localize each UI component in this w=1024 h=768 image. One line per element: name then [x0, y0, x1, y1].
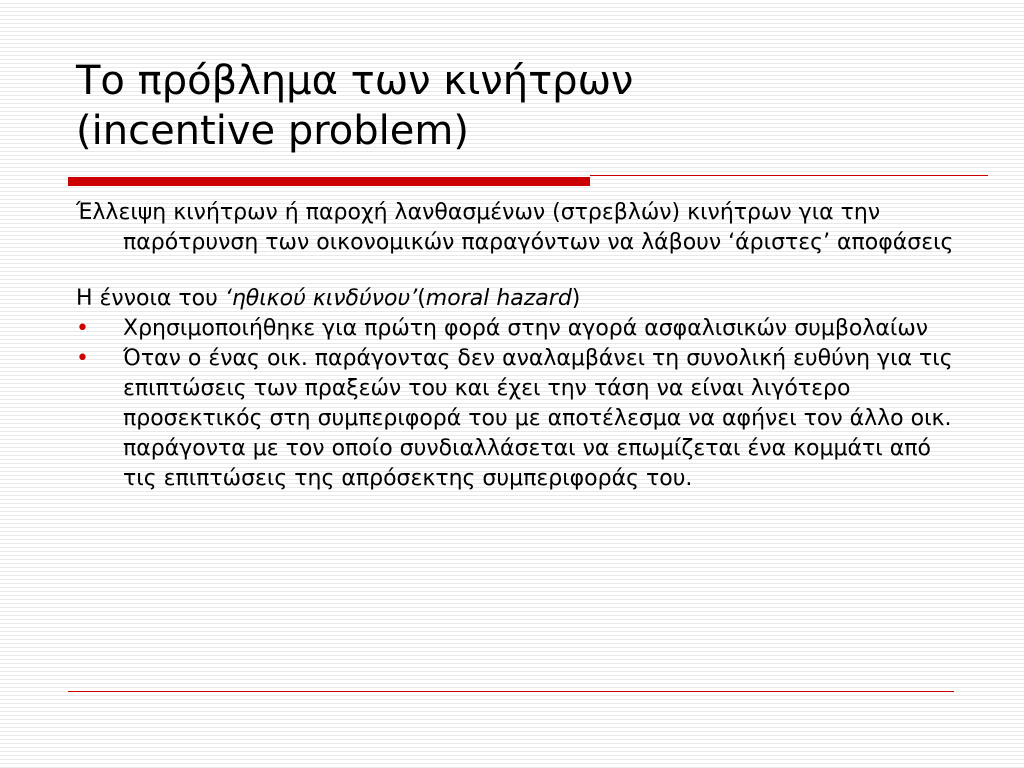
slide-title-line-1: Το πρόβλημα των κινήτρων — [76, 58, 634, 104]
title-underline-thin — [590, 175, 988, 176]
concept-english-term: moral hazard — [425, 286, 572, 311]
bullet-text-1: Χρησιμοποιήθηκε για πρώτη φορά στην αγορά ασφαλισικών συμβολαίων — [123, 316, 929, 341]
intro-paragraph: Έλλειψη κινήτρων ή παροχή λανθασμένων (στρεβλών) κινήτρων για την παρότρυνση των οικονομικών παραγόντων να λάβουν ‘άριστες’ αποφάσεις — [76, 200, 954, 255]
concept-close-paren: ) — [571, 286, 581, 311]
slide-title-line-2: (incentive problem) — [76, 108, 469, 154]
bullet-dot-icon: • — [76, 316, 89, 341]
concept-open-paren: ( — [417, 286, 426, 311]
concept-term: ‘ηθικού κινδύνου’ — [224, 286, 418, 311]
concept-heading — [76, 284, 956, 314]
title-underline-thick — [68, 177, 590, 186]
bullet-item-2 — [76, 344, 956, 494]
bullet-dot-icon: • — [76, 346, 89, 371]
bullet-text-2: Όταν ο ένας οικ. παράγοντας δεν αναλαμβάνει τη συνολική ευθύνη για τις επιπτώσεις των πραξεών του και έχει την τάση να είναι λιγότερο προσεκτικός στη συμπεριφορά του με αποτέλεσμα να αφήνει τον άλλο οικ. παράγοντα με τον οποίο συνδιαλλάσεται να επωμίζεται ένα κομμάτι από τις επιπτώσεις της απρόσεκτης συμπεριφοράς του. — [123, 346, 953, 491]
slide-title — [76, 56, 976, 156]
footer-divider — [68, 691, 954, 692]
slide-body — [76, 198, 956, 494]
concept-prefix: Η έννοια του — [76, 286, 225, 311]
bullet-item-1 — [76, 314, 956, 344]
